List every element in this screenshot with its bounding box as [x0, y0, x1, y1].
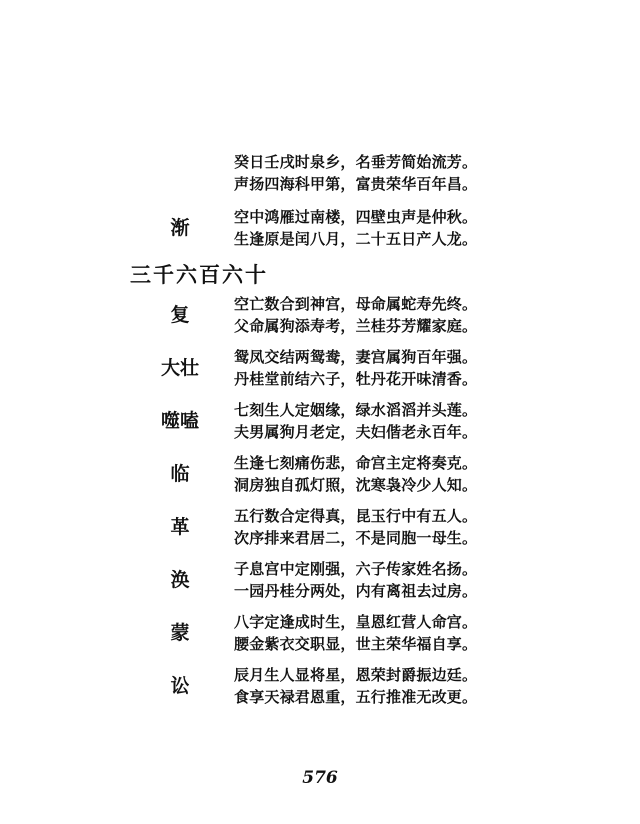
verse-line: 腰金紫衣交职显，世主荣华福自享。 — [234, 635, 478, 653]
verse-line: 食享天禄君恩重，五行推准无改更。 — [234, 688, 478, 706]
verse-line: 一园丹桂分两处，内有离祖去过房。 — [234, 582, 478, 600]
verse-line: 鸳凤交结两鸳鸯，妻宫属狗百年强。 — [234, 348, 478, 366]
page-number: 576 — [302, 768, 338, 788]
hexagram-label: 噬嗑 — [160, 410, 199, 432]
hexagram-label: 讼 — [170, 675, 190, 697]
verse-lines — [234, 294, 634, 338]
verse-line: 次序排来君居二，不是同胞一母生。 — [234, 529, 478, 547]
verse-lines — [234, 612, 634, 656]
verse-line: 丹桂堂前结六子，牡丹花开味清香。 — [234, 370, 478, 388]
verse-line: 父命属狗添寿考，兰桂芬芳耀家庭。 — [234, 317, 478, 335]
verse-lines — [234, 207, 634, 251]
verse-line: 七刻生人定姻缘，绿水滔滔并头莲。 — [234, 401, 478, 419]
hexagram-label: 大壮 — [160, 357, 199, 379]
verse-lines — [234, 347, 634, 391]
verse-lines — [234, 453, 634, 497]
verse-lines — [234, 665, 634, 709]
hexagram-label: 革 — [170, 516, 190, 538]
verse-line: 空中鸿雁过南楼，四壁虫声是仲秋。 — [234, 208, 478, 226]
hexagram-label: 复 — [170, 304, 190, 326]
verse-lines — [234, 506, 634, 550]
hexagram-label: 涣 — [170, 569, 190, 591]
verse-line: 辰月生人显将星，恩荣封爵振边廷。 — [234, 666, 478, 684]
hexagram-label: 渐 — [170, 217, 190, 239]
section-heading: 三千六百六十 — [130, 262, 268, 287]
verse-line: 五行数合定得真，昆玉行中有五人。 — [234, 507, 478, 525]
verse-line: 空亡数合到神宫，母命属蛇寿先终。 — [234, 295, 478, 313]
verse-line: 洞房独自孤灯照，沈寒袅冷少人知。 — [234, 476, 478, 494]
hexagram-label: 蒙 — [170, 622, 190, 644]
verse-line: 夫男属狗月老定，夫妇偕老永百年。 — [234, 423, 478, 441]
verse-line: 声扬四海科甲第，富贵荣华百年昌。 — [234, 175, 478, 193]
verse-line: 癸日壬戌时泉乡，名垂芳简始流芳。 — [234, 153, 478, 171]
verse-line: 生逢七刻痛伤悲，命宫主定将奏克。 — [234, 454, 478, 472]
hexagram-label: 临 — [170, 463, 190, 485]
verse-line: 生逢原是闰八月，二十五日产人龙。 — [234, 230, 478, 248]
verse-lines — [234, 559, 634, 603]
verse-lines — [234, 400, 634, 444]
verse-line: 子息宫中定刚强，六子传家姓名扬。 — [234, 560, 478, 578]
verse-lines — [234, 152, 634, 196]
verse-line: 八字定逢成时生，皇恩红营人命宫。 — [234, 613, 478, 631]
